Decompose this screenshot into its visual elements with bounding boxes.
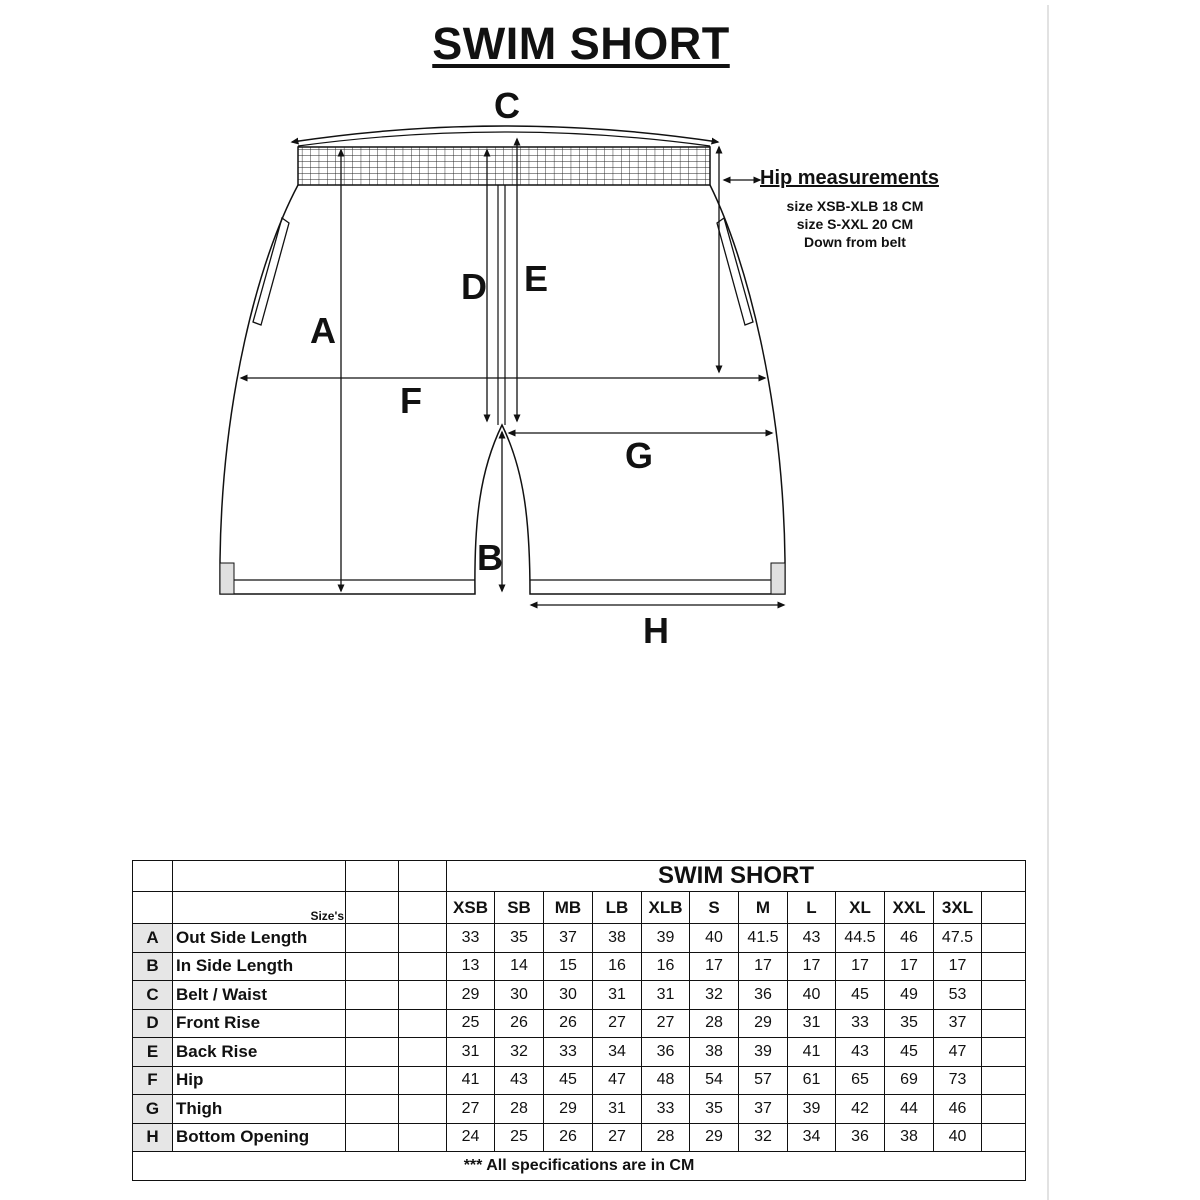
row-key: C [133,981,173,1010]
table-cell: 38 [690,1038,739,1067]
table-cell: 41.5 [739,924,788,953]
table-cell: 14 [495,952,544,981]
hip-note-line: size S-XXL 20 CM [796,216,914,232]
table-cell: 32 [690,981,739,1010]
table-cell: 73 [934,1066,982,1095]
table-cell: 45 [544,1066,593,1095]
table-cell: 45 [885,1038,934,1067]
table-cell: 29 [544,1095,593,1124]
table-cell: 29 [739,1009,788,1038]
label-a: A [310,310,336,351]
table-cell: 47 [934,1038,982,1067]
table-cell: 33 [642,1095,690,1124]
table-cell: 24 [447,1123,495,1152]
table-cell: 40 [788,981,836,1010]
table-cell: 30 [495,981,544,1010]
table-cell: 26 [544,1123,593,1152]
table-cell: 40 [690,924,739,953]
table-cell: 34 [593,1038,642,1067]
table-row [133,1095,1026,1124]
table-cell: 44.5 [836,924,885,953]
size-header: XL [836,892,885,924]
table-cell: 33 [447,924,495,953]
size-spec-table [132,860,1026,1181]
table-cell: 16 [593,952,642,981]
size-header: LB [593,892,642,924]
table-cell: 29 [690,1123,739,1152]
table-header-row [133,892,1026,924]
table-cell: 17 [885,952,934,981]
size-header: MB [544,892,593,924]
sizes-label: Size's [173,892,346,924]
table-cell: 25 [447,1009,495,1038]
row-name: In Side Length [173,952,346,981]
table-cell: 46 [885,924,934,953]
row-key: E [133,1038,173,1067]
right-side-panel [771,563,785,594]
table-cell: 25 [495,1123,544,1152]
table-cell: 31 [447,1038,495,1067]
label-d: D [461,266,487,307]
page-title: SWIM SHORT [432,18,730,69]
table-cell: 48 [642,1066,690,1095]
table-footnote: *** All specifications are in CM [133,1152,1026,1181]
row-name: Thigh [173,1095,346,1124]
table-cell: 69 [885,1066,934,1095]
table-cell: 36 [642,1038,690,1067]
table-cell: 35 [495,924,544,953]
table-cell: 43 [788,924,836,953]
table-cell: 31 [593,981,642,1010]
table-cell: 38 [593,924,642,953]
row-name: Bottom Opening [173,1123,346,1152]
table-cell: 31 [788,1009,836,1038]
label-e: E [524,258,549,299]
table-row [133,1009,1026,1038]
table-row [133,924,1026,953]
row-key: B [133,952,173,981]
table-row [133,1123,1026,1152]
table-cell: 17 [739,952,788,981]
left-pocket [253,218,289,325]
table-cell: 41 [788,1038,836,1067]
hip-measurements-title: Hip measurements [760,167,939,189]
size-header: M [739,892,788,924]
table-cell: 17 [934,952,982,981]
table-cell: 32 [495,1038,544,1067]
row-name: Belt / Waist [173,981,346,1010]
table-cell: 27 [593,1009,642,1038]
table-cell: 41 [447,1066,495,1095]
label-g: G [625,435,654,476]
waistband [298,147,710,185]
table-cell: 27 [447,1095,495,1124]
table-cell: 43 [836,1038,885,1067]
table-cell: 53 [934,981,982,1010]
table-cell: 27 [593,1123,642,1152]
table-cell: 33 [544,1038,593,1067]
table-cell: 39 [788,1095,836,1124]
table-cell: 37 [934,1009,982,1038]
table-footer-row [133,1152,1026,1181]
table-cell: 38 [885,1123,934,1152]
table-cell: 37 [739,1095,788,1124]
label-c: C [494,85,520,126]
table-cell: 37 [544,924,593,953]
row-key: F [133,1066,173,1095]
table-cell: 45 [836,981,885,1010]
table-cell: 43 [495,1066,544,1095]
row-name: Back Rise [173,1038,346,1067]
table-cell: 39 [739,1038,788,1067]
hip-note-line: size XSB-XLB 18 CM [786,198,924,214]
table-cell: 28 [642,1123,690,1152]
table-cell: 31 [642,981,690,1010]
label-b: B [477,537,503,578]
table-cell: 15 [544,952,593,981]
table-cell: 39 [642,924,690,953]
table-cell: 27 [642,1009,690,1038]
table-row [133,981,1026,1010]
table-cell: 29 [447,981,495,1010]
row-key: D [133,1009,173,1038]
row-key: H [133,1123,173,1152]
left-side-panel [220,563,234,594]
row-name: Out Side Length [173,924,346,953]
size-header: 3XL [934,892,982,924]
table-cell: 46 [934,1095,982,1124]
table-cell: 28 [495,1095,544,1124]
size-header: S [690,892,739,924]
table-row [133,1038,1026,1067]
label-f: F [400,380,422,421]
size-header: XSB [447,892,495,924]
table-row [133,952,1026,981]
table-cell: 34 [788,1123,836,1152]
row-name: Front Rise [173,1009,346,1038]
table-cell: 13 [447,952,495,981]
table-cell: 35 [885,1009,934,1038]
table-cell: 40 [934,1123,982,1152]
table-cell: 36 [836,1123,885,1152]
table-cell: 44 [885,1095,934,1124]
table-cell: 17 [836,952,885,981]
label-h: H [643,610,669,651]
row-key: A [133,924,173,953]
table-cell: 30 [544,981,593,1010]
size-header: L [788,892,836,924]
table-title: SWIM SHORT [447,861,1026,892]
table-cell: 61 [788,1066,836,1095]
size-header: XLB [642,892,690,924]
row-name: Hip [173,1066,346,1095]
table-cell: 17 [690,952,739,981]
table-cell: 26 [544,1009,593,1038]
table-cell: 47.5 [934,924,982,953]
table-cell: 35 [690,1095,739,1124]
table-row [133,1066,1026,1095]
size-header: XXL [885,892,934,924]
table-cell: 65 [836,1066,885,1095]
table-cell: 42 [836,1095,885,1124]
table-cell: 17 [788,952,836,981]
table-cell: 26 [495,1009,544,1038]
table-cell: 47 [593,1066,642,1095]
table-cell: 54 [690,1066,739,1095]
size-header: SB [495,892,544,924]
table-cell: 32 [739,1123,788,1152]
hip-note-line: Down from belt [804,234,906,250]
table-cell: 16 [642,952,690,981]
table-cell: 31 [593,1095,642,1124]
row-key: G [133,1095,173,1124]
table-cell: 57 [739,1066,788,1095]
table-banner-row [133,861,1026,892]
table-cell: 28 [690,1009,739,1038]
table-cell: 49 [885,981,934,1010]
table-cell: 33 [836,1009,885,1038]
right-pocket [717,218,753,325]
table-cell: 36 [739,981,788,1010]
